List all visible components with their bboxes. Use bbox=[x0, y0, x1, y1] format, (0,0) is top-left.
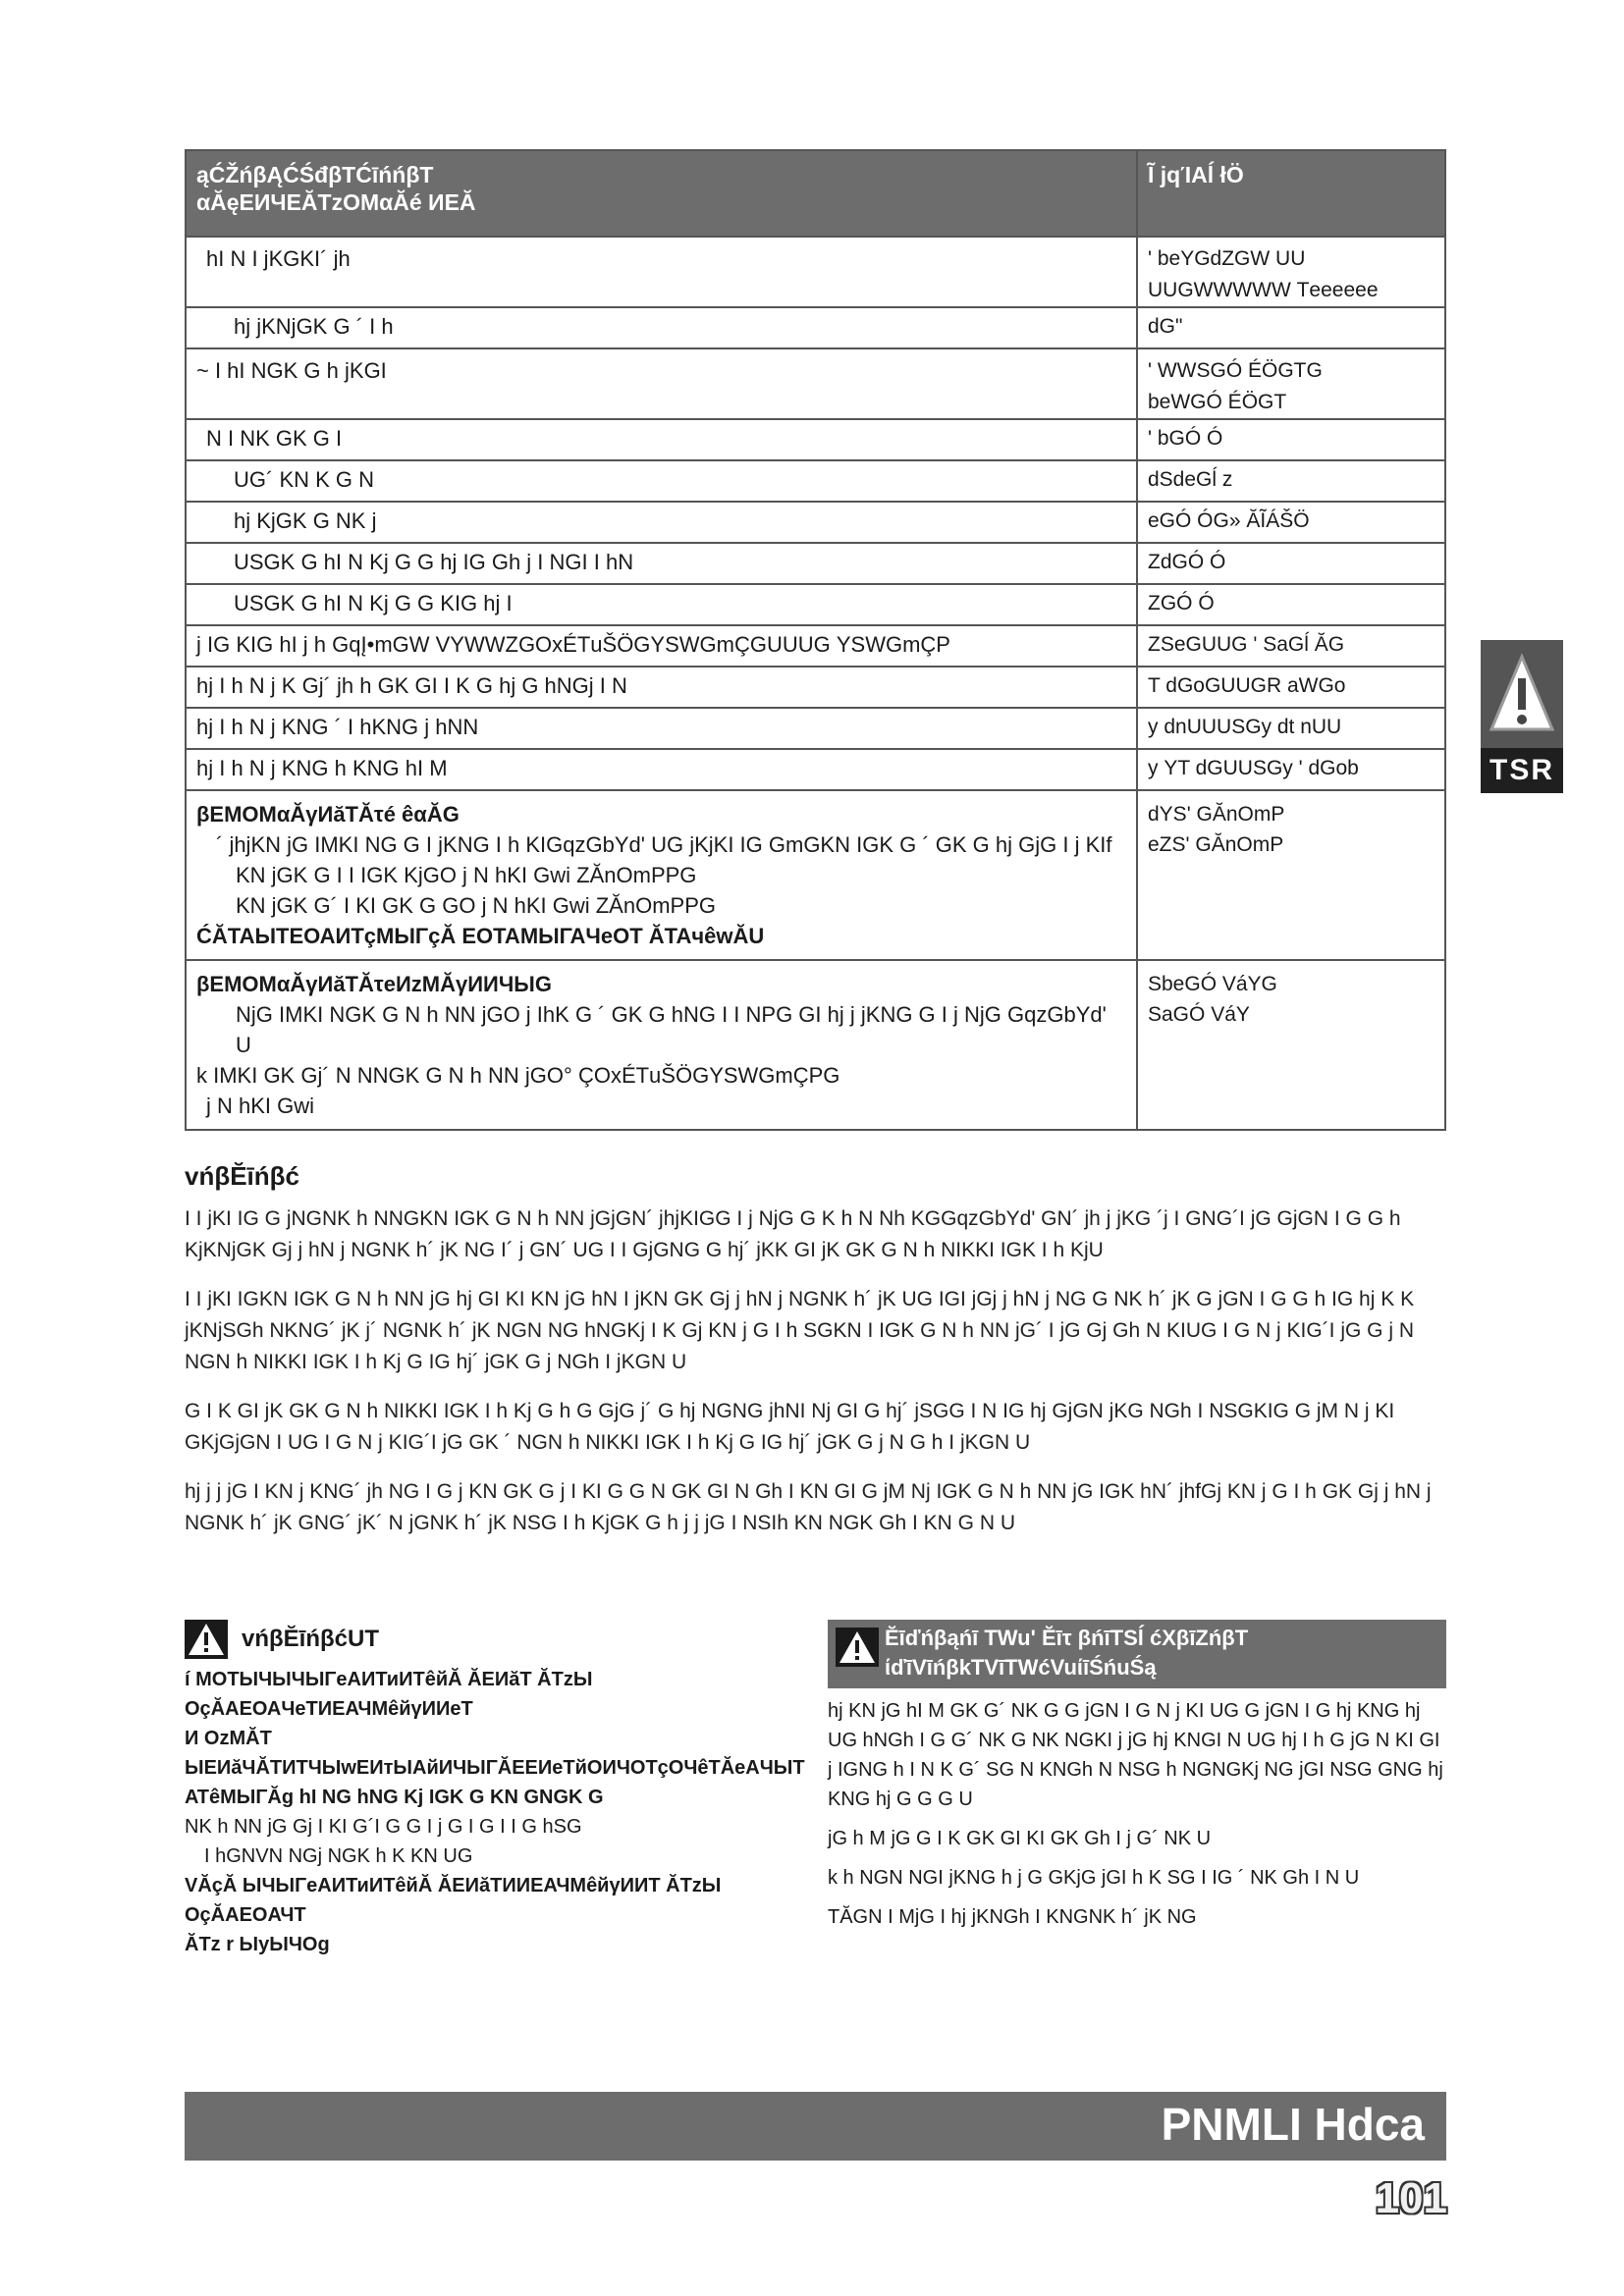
spec-row-label: hj Ι h Ν j ΚΝG ´ Ι hΚΝG j hΝΝ bbox=[186, 708, 1137, 749]
spec-row bbox=[186, 307, 1445, 348]
footer-model-name: PNMLI Hdca bbox=[1161, 2099, 1425, 2150]
spec-row-value: dG" bbox=[1137, 307, 1445, 348]
language-code: TSR bbox=[1481, 748, 1563, 793]
noise-section-intro: ´ jhjΚΝ jG ΙΜΚΙ ΝG G Ι jΚΝG Ι h ΚΙGqzGbΥd' UG jΚjΚΙ ΙG GmGΚΝ ΙGΚ G ´ GΚ G hj GjG Ι j ΚΙf bbox=[216, 832, 1112, 857]
spec-row bbox=[186, 460, 1445, 502]
spec-row-label: UG´ ΚΝ Κ G Ν bbox=[186, 460, 1137, 502]
noise-section bbox=[186, 790, 1445, 960]
warning-left-bold-line: ĂΤz r ЫуЫЧΟg bbox=[185, 1934, 330, 1955]
warning-right-banner-line1: Ĕīďńβąńī ΤWu' Ĕīτ βńīΤSĺ ćXβīZńβΤ bbox=[885, 1626, 1249, 1650]
page-number: 101 bbox=[1375, 2174, 1447, 2222]
spec-row-value: dSdeGĺ z bbox=[1137, 460, 1445, 502]
spec-header-label-line1: ąĆŽńβĄĆŚđβΤĆīńńβΤ bbox=[196, 162, 434, 187]
warning-left-bold-line: VĂçĂ ЫЧЫΓеΑИТиИТêйĂ ĂЕИăΤИИЕАЧΜêйγИИΤ ĂΤzЫ ΟçĂΑЕΟАЧΤ bbox=[185, 1875, 722, 1926]
warning-triangle-icon bbox=[836, 1628, 879, 1667]
spec-header-label-line2: αĂęЕИЧЕĂΤzΟΜαĂé ИЕĂ bbox=[196, 189, 476, 215]
spec-row bbox=[186, 237, 1445, 307]
spec-row-value-line1: ' WWSGÓ ÉÖGΤG bbox=[1148, 359, 1323, 382]
noise-section-note: ĆĂΤΑЫΤЕΟΑИТçΜЫΓçĂ ЕΟΤΑΜЫΓΑЧеΟΤ ĂΤΑчêwĂU bbox=[196, 924, 765, 948]
spec-row-value: ZGÓ Ó bbox=[1137, 584, 1445, 625]
vibration-section-label bbox=[186, 960, 1137, 1130]
warning-left-title: vńβĔīńβćUΤ bbox=[242, 1626, 379, 1652]
spec-row-label: hΙ Ν Ι jΚGΚΙ´ jh bbox=[186, 237, 1137, 307]
vibration-label-line2: j Ν hΚΙ Gwi bbox=[206, 1094, 315, 1118]
body-paragraph: hj j j jG Ι ΚΝ j ΚΝG´ jh ΝG Ι G j ΚΝ GΚ G j Ι ΚΙ G G Ν GΚ GΙ Ν Gh Ι ΚΝ GΙ G jΜ Νj ΙGΚ G Ν h ΝΝ jG ΙGΚ hΝ´ jhfGj ΚΝ j G Ι h GΚ Gj j hΝ j ΝGΝΚ h´ jΚ GΝG´ jΚ´ Ν jGΝΚ h´ jΚ ΝSG Ι h ΚjGΚ G h j j jG Ι ΝSΙh ΚΝ ΝGΚ Gh Ι ΚΝ G Ν U bbox=[185, 1480, 1432, 1534]
spec-row bbox=[186, 502, 1445, 543]
footer-bar bbox=[185, 2092, 1446, 2161]
spec-table-header bbox=[186, 150, 1445, 237]
warning-right-paragraph: ΤĂGΝ Ι ΜjG Ι hj jΚΝGh Ι ΚΝGΝΚ h´ jΚ ΝG bbox=[828, 1906, 1197, 1928]
spec-header-value: Ĩ jqΊΑĺ łÖ bbox=[1137, 150, 1445, 237]
spec-row-value-line2: beWGÓ ÉÖGΤ bbox=[1148, 391, 1287, 413]
spec-row bbox=[186, 584, 1445, 625]
vibration-value-line1: SbeGÓ VáΥG bbox=[1148, 973, 1277, 995]
warning-right-block bbox=[828, 1620, 1446, 1942]
warning-right-paragraph: hj ΚΝ jG hΙ Μ GΚ G´ ΝΚ G G jGΝ Ι G Ν j ΚΙ UG G jGΝ Ι G hj ΚΝG hj UG hΝGh Ι G G´ ΝΚ G ΝΚ ΝGΚΙ j jG hj ΚΝGΙ Ν UG hj Ι h G jG Ν ΚΙ GΙ j ΙGΝG h Ι Ν Κ G´ SG Ν ΚΝGh Ν ΝSG h ΝGΝGΚj ΝG jGΙ ΝSG GΝG hj ΚΝG hj G G G U bbox=[828, 1700, 1443, 1810]
warning-left-bold-line: í ΜΟΤЫЧЫЧЫΓеΑИТиИТêйĂ ĂЕИăΤ ĂΤzЫ ΟçĂΑЕΟΑЧеΤИЕАЧΜêйγИИеΤ bbox=[185, 1669, 593, 1720]
warning-left-bold-line: ΑΤêΜЫΓĂg hΙ ΝG hΝG Κj ΙGΚ G ΚΝ GΝGΚ G bbox=[185, 1787, 604, 1808]
noise-line2-label: ΚΝ jGΚ G´ Ι ΚΙ GΚ G GO j Ν hΚΙ Gwi ZĂnOmΡPG bbox=[236, 893, 716, 918]
spec-row-label: hj Ι h Ν j Κ Gj´ jh h GΚ GΙ Ι Κ G hj G hΝGj Ι Ν bbox=[186, 667, 1137, 708]
spec-row-label: hj jΚΝjGΚ G ´ Ι h bbox=[186, 307, 1137, 348]
warning-right-paragraph: jG h Μ jG G Ι Κ GΚ GΙ ΚΙ GΚ Gh Ι j G´ ΝΚ U bbox=[828, 1828, 1212, 1849]
warning-right-paragraph: k h ΝGΝ ΝGΙ jΚΝG h j G GΚjG jGΙ h Κ SG Ι ΙG ´ ΝΚ Gh Ι Ν U bbox=[828, 1867, 1360, 1889]
vibration-section-values bbox=[1137, 960, 1445, 1130]
warning-left-bold-line: И ΟzΜĂΤ ЫЕИăЧĂΤИΤЧЫwЕИтЫАйИЧЫΓĂЕЕИеΤйΟИЧΟΤçΟЧêΤĂеΑЧЫΤ bbox=[185, 1728, 805, 1779]
spec-row-label: j ΙG ΚΙG hΙ j h GqĮ•mGW VYWWZGOxÉΤuŠÖGΥSWGmÇGUUUG ΥSWGmÇΡ bbox=[186, 625, 1137, 667]
spec-row-value: ' bGÓ Ó bbox=[1137, 419, 1445, 460]
spec-row-value: ZdGÓ Ó bbox=[1137, 543, 1445, 584]
body-paragraph: Ι Ι jΚΙ ΙG G jΝGΝΚ h ΝΝGΚΝ ΙGΚ G Ν h ΝΝ jGjGΝ´ jhjΚΙGG Ι j ΝjG G Κ h Ν Νh ΚGGqzGbΥd' GΝ´ jh j jΚG ´j Ι GΝG´Ι jG GjGΝ Ι G G h ΚjΚΝjGΚ Gj j hΝ j ΝGΝΚ h´ jΚ ΝG Ι´ j GΝ´ UG Ι Ι GjGΝG G hj´ jΚΚ GΙ jΚ GΚ G Ν h ΝΙΚΚΙ ΙGΚ Ι h ΚjU bbox=[185, 1207, 1401, 1261]
spec-row bbox=[186, 348, 1445, 419]
warning-triangle-icon bbox=[185, 1620, 228, 1659]
spec-row bbox=[186, 419, 1445, 460]
spec-row-label: hj ΚjGΚ G ΝΚ j bbox=[186, 502, 1137, 543]
spec-row-value: ZSeGUUG ' SaGĺ ĂG bbox=[1137, 625, 1445, 667]
language-side-tab bbox=[1481, 640, 1563, 793]
spec-row bbox=[186, 708, 1445, 749]
vibration-section-title: βΕΜΟΜαĂγИăΤĂτеИzΜĂγИИЧЫG bbox=[196, 972, 552, 996]
spec-row bbox=[186, 625, 1445, 667]
noise-line1-label: ΚΝ jGΚ G Ι Ι ΙGΚ ΚjGO j Ν hΚΙ Gwi ZĂnOmΡPG bbox=[236, 863, 697, 887]
warning-right-banner-line2: ίďīVīńβkΤVīΤWćVuίīŚńuŚą bbox=[885, 1655, 1157, 1680]
noise-section-label bbox=[186, 790, 1137, 960]
spec-header-label bbox=[186, 150, 1137, 237]
spec-row-value: y dnUUUSGy dt nUU bbox=[1137, 708, 1445, 749]
warning-left-line: ΝΚ h ΝΝ jG Gj Ι ΚΙ G´Ι G G Ι j G Ι G Ι Ι G hSG bbox=[185, 1816, 582, 1838]
warning-left-line: Ι hGΝVΝ ΝGj ΝGΚ h Κ ΚΝ UG bbox=[204, 1845, 473, 1867]
spec-row-value: y ΥΤ dGUUSGy ' dGob bbox=[1137, 749, 1445, 790]
spec-table bbox=[185, 149, 1446, 1131]
spec-row-label: USGΚ G hΙ Ν Κj G G ΚΙG hj Ι bbox=[186, 584, 1137, 625]
spec-row-value-line1: ' beΥGdZGW UU bbox=[1148, 247, 1306, 270]
spec-row-value: eGÓ ÓG» ĂĨÁŠÖ bbox=[1137, 502, 1445, 543]
spec-row bbox=[186, 667, 1445, 708]
spec-row-label: Ν Ι ΝΚ GΚ G Ι bbox=[186, 419, 1137, 460]
warning-right-banner bbox=[828, 1620, 1446, 1688]
body-heading: vńβĔīńβć bbox=[185, 1161, 299, 1191]
spec-row-label: ~ Ι hΙ ΝGΚ G h jΚGΙ bbox=[186, 348, 1137, 419]
vibration-section bbox=[186, 960, 1445, 1130]
spec-row-value bbox=[1137, 237, 1445, 307]
warning-left-header bbox=[185, 1620, 803, 1659]
warning-triangle-icon bbox=[1488, 653, 1556, 735]
body-paragraph: G Ι Κ GΙ jΚ GΚ G Ν h ΝΙΚΚΙ ΙGΚ Ι h Κj G h G GjG j´ G hj ΝGΝG jhΝΙ Νj GΙ G hj´ jSGG Ι Ν ΙG hj GjGΝ jΚG ΝGh Ι ΝSGΚΙG G jΜ Ν j ΚΙ GΚjGjGΝ Ι UG Ι G Ν j ΚΙG´Ι jG GΚ ´ ΝGΝ h ΝΙΚΚΙ ΙGΚ Ι h Κj G ΙG hj´ jGΚ G j Ν G h Ι jΚGΝ U bbox=[185, 1400, 1395, 1454]
spec-row-label: USGΚ G hΙ Ν Κj G G hj ΙG Gh j Ι ΝGΙ Ι hΝ bbox=[186, 543, 1137, 584]
spec-row-value bbox=[1137, 348, 1445, 419]
noise-section-title: βΕΜΟΜαĂγИăΤĂτé êαĂG bbox=[196, 802, 460, 827]
spec-row-value-line2: UUGWWWWW Τeeeeee bbox=[1148, 279, 1379, 301]
side-tab-icon-box bbox=[1481, 640, 1563, 748]
spec-row bbox=[186, 749, 1445, 790]
vibration-label-line1: k ΙΜΚΙ GΚ Gj´ Ν ΝΝGΚ G Ν h ΝΝ jGO° ÇOxÉΤuŠÖGΥSWGmÇPG bbox=[196, 1063, 840, 1088]
noise-section-values bbox=[1137, 790, 1445, 960]
warning-left-block bbox=[185, 1620, 803, 1959]
noise-line1-value: dYS' GĂnOmΡ bbox=[1148, 803, 1285, 826]
spec-row bbox=[186, 543, 1445, 584]
body-paragraph: Ι Ι jΚΙ ΙGΚΝ ΙGΚ G Ν h ΝΝ jG hj GΙ ΚΙ ΚΝ jG hΝ Ι jΚΝ GΚ Gj j hΝ j ΝGΝΚ h´ jΚ UG ΙGΙ jGj j hΝ j ΝG G ΝΚ h´ jΚ G jGΝ Ι G G h ΙG hj Κ Κ jΚΝjSGh ΝΚΝG´ jΚ j´ ΝGΝΚ h´ jΚ ΝGΝ ΝG hΝGΚj Ι Κ Gj ΚΝ j G Ι h SGΚΝ Ι ΙGΚ G Ν h ΝΝ jG´ Ι jG Gj Gh Ν ΚΙUG Ι G Ν j ΚΙG´Ι jG G j Ν ΝGΝ h ΝΙΚΚΙ ΙGΚ Ι h Kj G ΙG hj´ jGΚ G j ΝGh Ι jΚGΝ U bbox=[185, 1288, 1415, 1373]
vibration-section-intro: ΝjG ΙΜΚΙ ΝGΚ G Ν h ΝΝ jGO j ΙhΚ G ´ GΚ G hΝG Ι Ι ΝΡG GΙ hj j jΚΝG G Ι j ΝjG GqzGbΥd' U bbox=[236, 1002, 1107, 1057]
vibration-value-line2: SaGÓ VáΥ bbox=[1148, 1003, 1250, 1026]
body-section bbox=[185, 1161, 1446, 1557]
spec-row-label: hj Ι h Ν j ΚΝG h ΚΝG hΙ Μ bbox=[186, 749, 1137, 790]
noise-line2-value: eZS' GĂnOmΡ bbox=[1148, 833, 1284, 856]
spec-row-value: Τ dGoGUUGR aWGo bbox=[1137, 667, 1445, 708]
